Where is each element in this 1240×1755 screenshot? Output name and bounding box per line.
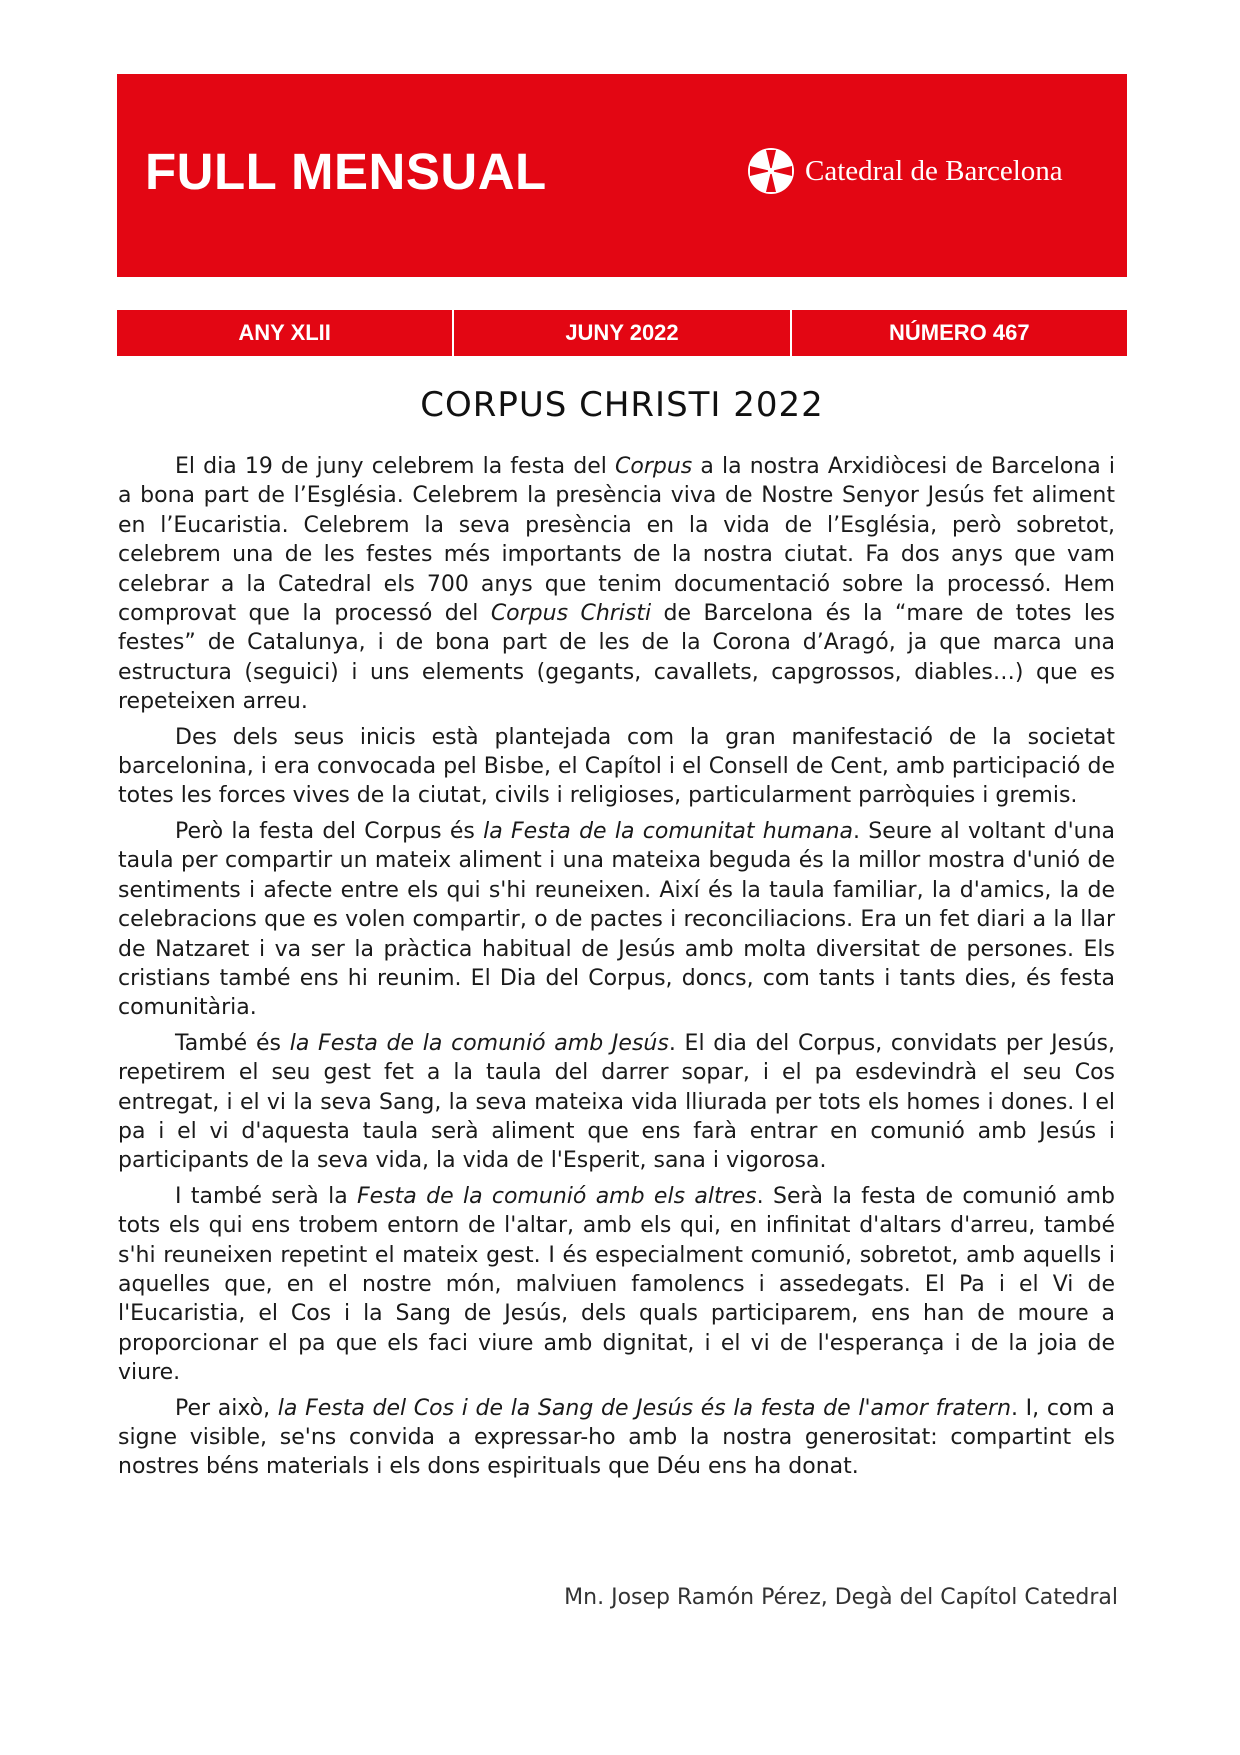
issue-info-bar	[117, 310, 1127, 356]
paragraph-text: També és	[175, 1030, 290, 1056]
paragraph-text: . Seure al voltant d'una taula per compartir un mateix aliment i una mateixa beguda és la millor mostra d'unió de sentiments i afecte entre els qui s'hi reuneixen. Així és la taula familiar, la d'amics, la de celebracions que es volen compartir, o de pactes i reconciliacions. Era un fet diari a la llar de Natzaret i va ser la pràctica habitual de Jesús amb molta diversitat de persones. Els cristians també ens hi reunim. El Dia del Corpus, doncs, com tants i tants dies, és festa comunitària.	[118, 818, 1115, 1021]
cross-icon	[746, 146, 796, 196]
article-paragraph	[118, 1394, 1115, 1482]
article-paragraph	[118, 452, 1115, 717]
paragraph-text: El dia 19 de juny celebrem la festa del	[175, 454, 616, 479]
paragraph-text: . Serà la festa de comunió amb tots els qui ens trobem entorn de l'altar, amb els qui, en infinitat d'altars d'arreu, també s'hi reuneixen repetint el mateix gest. I és especialment comunió, sobretot, amb aquells i aquelles que, en el nostre món, malviuen famolencs i assedegats. El Pa i el Vi de l'Eucaristia, el Cos i la Sang de Jesús, dels quals participarem, ens han de moure a proporcionar el pa que els faci viure amb dignitat, i el vi de l'esperança i de la joia de viure.	[118, 1183, 1115, 1386]
paragraph-text: a la nostra Arxidiòcesi de Barcelona i a bona part de l’Església. Celebrem la presència viva de Nostre Senyor Jesús fet aliment en l’Eucaristia. Celebrem la seva presència en la vida de l’Església, però sobretot, celebrem una de les festes més importants de la nostra ciutat. Fa dos anys que vam celebrar a la Catedral els 700 anys que tenim documentació sobre la processó. Hem comprovat que la processó del	[118, 454, 1115, 627]
article-body	[118, 452, 1115, 1488]
header-band	[117, 74, 1127, 277]
article-paragraph	[118, 723, 1115, 811]
italic-text: Festa de la comunió amb els altres	[357, 1183, 757, 1209]
paragraph-text: Des dels seus inicis està plantejada com la gran manifestació de la societat barcelonina, i era convocada pel Bisbe, el Capítol i el Consell de Cent, amb participació de totes les forces vives de la ciutat, civils i religioses, particularment parròquies i gremis.	[118, 724, 1115, 809]
paragraph-text: . I, com a signe visible, se'ns convida a expressar-ho amb la nostra generositat: compartint els nostres béns materials i els dons espirituals que Déu ens ha donat.	[118, 1395, 1115, 1480]
article-title: CORPUS CHRISTI 2022	[420, 385, 824, 425]
italic-text: la Festa de la comunitat humana	[483, 818, 854, 844]
paragraph-text: I també serà la	[175, 1183, 358, 1209]
paragraph-text: de Barcelona és la “mare de totes les festes” de Catalunya, i de bona part de les de la Corona d’Aragó, ja que marca una estructura (seguici) i uns elements (gegants, cavallets, capgrossos, diables…) que es repeteixen arreu.	[118, 601, 1115, 715]
article-paragraph	[118, 1182, 1115, 1388]
article-paragraph	[118, 1029, 1115, 1176]
cathedral-logo	[746, 146, 1063, 196]
author-signature: Mn. Josep Ramón Pérez, Degà del Capítol Catedral	[564, 1585, 1118, 1610]
issue-date: JUNY 2022	[452, 310, 789, 356]
italic-text: Corpus	[615, 454, 693, 479]
italic-text: la Festa de la comunió amb Jesús	[289, 1030, 669, 1056]
italic-text: la Festa del Cos i de la Sang de Jesús és la festa de l'amor fratern	[277, 1395, 1012, 1421]
article-paragraph	[118, 817, 1115, 1023]
issue-number: NÚMERO 467	[790, 310, 1127, 356]
paragraph-text: Per això,	[175, 1395, 278, 1421]
brand-name: Catedral de Barcelona	[805, 154, 1063, 187]
publication-title: FULL MENSUAL	[145, 143, 547, 200]
paragraph-text: . El dia del Corpus, convidats per Jesús, repetirem el seu gest fet a la taula del darrer sopar, i el pa esdevindrà el seu Cos entregat, i el vi la seva Sang, la seva mateixa vida lliurada per tots els homes i dones. I el pa i el vi d'aquesta taula serà aliment que ens farà entrar en comunió amb Jesús i participants de la seva vida, la vida de l'Esperit, sana i vigorosa.	[118, 1030, 1116, 1174]
italic-text: Corpus Christi	[490, 601, 652, 627]
paragraph-text: Però la festa del Corpus és	[175, 818, 484, 844]
issue-year: ANY XLII	[238, 320, 331, 345]
